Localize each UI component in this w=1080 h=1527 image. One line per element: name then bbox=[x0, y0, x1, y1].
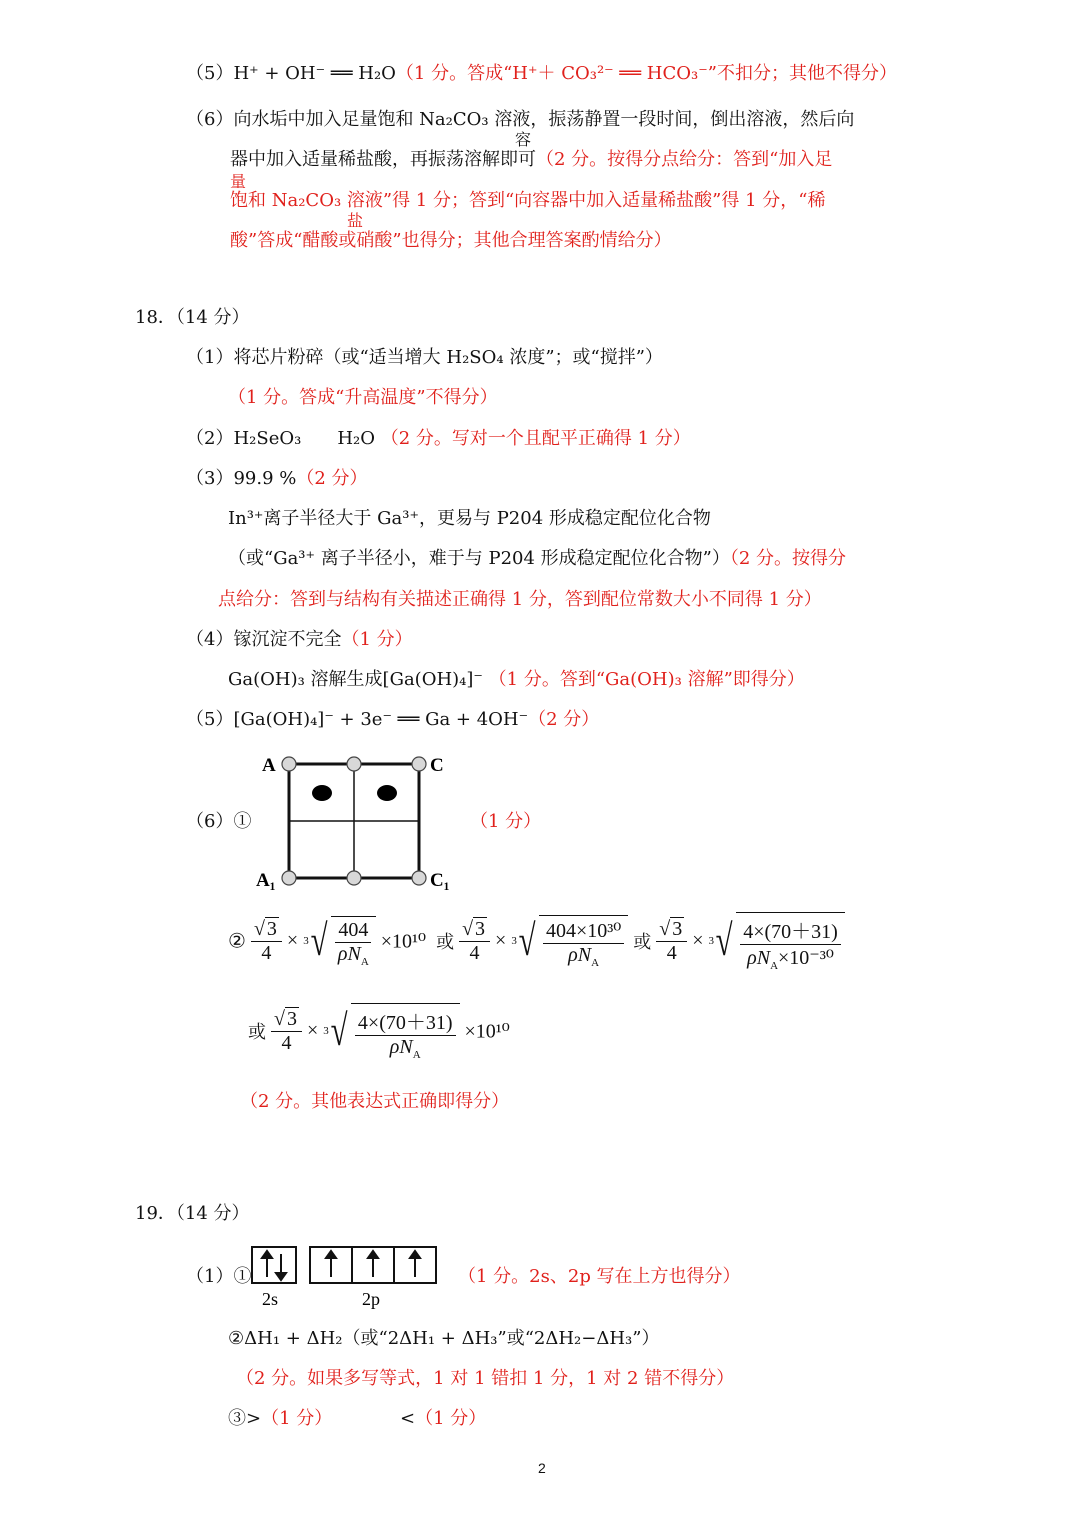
answer-text: ③> bbox=[228, 1408, 262, 1429]
scoring-note: （1 分） bbox=[261, 1408, 333, 1429]
scoring-note: （1 分。答到“Ga(OH)₃ 溶解”即得分） bbox=[488, 669, 805, 690]
scoring-note: （2 分） bbox=[528, 709, 600, 730]
atom-corner bbox=[412, 871, 426, 885]
part-label: （5） bbox=[186, 63, 234, 84]
scoring-note: （2 分。写对一个且配平正确得 1 分） bbox=[380, 428, 691, 449]
q18-expression-row1: ② $\frac{√ 3}{4}$ × 3 √ $\frac{404}{\rho N_A}$ ×10¹⁰ 或 $\frac{√ 3}{4}$ × 3 √ $\frac{\text{404×10³⁰}}{\rho N_A}$ 或 $\frac{√ 3}{4}$ × 3 √ $\frac{4\times(70+31)}{\rho N_A\times 10^{-30}}$ bbox=[228, 912, 845, 970]
cube-root: 3 √ $\frac{\text{404×10³⁰}}{\rho N_A}$ bbox=[511, 915, 628, 967]
q18-part1 bbox=[186, 346, 663, 370]
answer-text: 器中加入适量稀盐酸，再振荡溶解即可 bbox=[230, 149, 536, 170]
q17-overflow-char: 容 bbox=[515, 130, 532, 149]
answer-text: < bbox=[400, 1408, 416, 1429]
q17-overflow-char: 量 bbox=[230, 172, 247, 191]
label-A: A bbox=[262, 755, 276, 776]
answer-text: Ga(OH)₃ 溶解生成[Ga(OH)₄]⁻ bbox=[228, 669, 483, 690]
q18-part4 bbox=[186, 628, 413, 652]
scoring-note: （2 分） bbox=[296, 468, 368, 489]
answer-text: （或“Ga³⁺ 离子半径小，难于与 P204 形成稳定配位化合物”） bbox=[228, 548, 730, 569]
answer-text: H₂SeO₃ H₂O bbox=[233, 428, 375, 449]
scoring-note: （1 分） bbox=[415, 1408, 487, 1429]
part-label: （1） bbox=[186, 347, 234, 368]
fraction-sqrt3-over-4: $\frac{√ 3}{4}$ bbox=[251, 918, 282, 965]
orbital-diagram bbox=[250, 1245, 450, 1310]
equation: H⁺ + OH⁻ ══ H₂O bbox=[233, 63, 396, 84]
part-label: ② bbox=[228, 930, 246, 953]
crystal-cell-diagram bbox=[252, 750, 462, 895]
page-number: 2 bbox=[538, 1460, 546, 1476]
part-label: （3） bbox=[186, 468, 234, 489]
q18-part6-note1: （1 分） bbox=[470, 811, 542, 832]
atom-edge bbox=[347, 757, 361, 771]
q18-part3-line3 bbox=[228, 547, 846, 571]
cube-root: 3 √ $\frac{4\times(70+31)}{\rho N_A\times 10^{-30}}$ bbox=[709, 912, 845, 970]
q18-expression-row2: 或 $\frac{√ 3}{4}$ × 3 √ $\frac{4\times(70+31)}{\rho N_A}$ ×10¹⁰ bbox=[248, 1003, 510, 1059]
q18-part6-label: （6）① bbox=[186, 811, 252, 832]
atom-interior bbox=[377, 785, 397, 801]
part-label: （5） bbox=[186, 709, 234, 730]
answer-text: 镓沉淀不完全 bbox=[233, 629, 342, 650]
orbital-label-2p: 2p bbox=[362, 1289, 380, 1309]
part-label: （2） bbox=[186, 428, 234, 449]
q18-part3-line2: In³⁺离子半径大于 Ga³⁺，更易与 P204 形成稳定配位化合物 bbox=[228, 508, 711, 529]
orbital-box-2s bbox=[252, 1247, 296, 1283]
label-A1: A₁ bbox=[256, 870, 276, 891]
q17-overflow-char: 盐 bbox=[347, 211, 364, 230]
q19-part3b bbox=[400, 1407, 486, 1431]
part-label: （4） bbox=[186, 629, 234, 650]
equation: [Ga(OH)₄]⁻ + 3e⁻ ══ Ga + 4OH⁻ bbox=[233, 709, 529, 730]
q18-part2 bbox=[186, 427, 691, 451]
scoring-note: （2 分。按得分 bbox=[729, 548, 847, 569]
q17-part6-line2 bbox=[230, 148, 832, 172]
q19-part3 bbox=[228, 1407, 332, 1431]
atom-edge bbox=[347, 871, 361, 885]
scoring-note: （2 分。按得分点给分：答到“加入足 bbox=[536, 149, 833, 170]
q19-title: 19．（14 分） bbox=[135, 1203, 250, 1224]
part-label: （6） bbox=[186, 109, 234, 130]
scoring-note: （1 分。答成“H⁺＋ CO₃²⁻ ══ HCO₃⁻”不扣分；其他不得分） bbox=[395, 63, 897, 84]
q19-part2-note: （2 分。如果多写等式，1 对 1 错扣 1 分，1 对 2 错不得分） bbox=[236, 1368, 735, 1389]
cube-root: 3 √ $\frac{4\times(70+31)}{\rho N_A}$ bbox=[323, 1003, 459, 1059]
q19-part2: ②ΔH₁ + ΔH₂（或“2ΔH₁ + ΔH₃”或“2ΔH₂−ΔH₃”） bbox=[228, 1328, 660, 1349]
atom-corner bbox=[412, 757, 426, 771]
label-C1: C₁ bbox=[430, 870, 450, 891]
q19-part1-label: （1）① bbox=[186, 1266, 252, 1287]
atom-interior bbox=[312, 785, 332, 801]
answer-text: 99.9 % bbox=[233, 468, 297, 489]
q18-part6-note2: （2 分。其他表达式正确即得分） bbox=[240, 1091, 510, 1112]
q17-part6-line3: 饱和 Na₂CO₃ 溶液”得 1 分；答到“向容器中加入适量稀盐酸”得 1 分，“稀 bbox=[230, 190, 826, 211]
answer-text: 向水垢中加入足量饱和 Na₂CO₃ 溶液，振荡静置一段时间，倒出溶液，然后向 bbox=[233, 109, 855, 130]
q19-part1-note: （1 分。2s、2p 写在上方也得分） bbox=[458, 1266, 741, 1287]
q18-part4-line2 bbox=[228, 668, 805, 692]
answer-text: 将芯片粉碎（或“适当增大 H₂SO₄ 浓度”；或“搅拌”） bbox=[233, 347, 663, 368]
q17-part5 bbox=[186, 62, 897, 86]
scoring-note: （1 分） bbox=[341, 629, 413, 650]
q18-part1-note: （1 分。答成“升高温度”不得分） bbox=[228, 387, 498, 408]
atom-corner bbox=[282, 871, 296, 885]
label-C: C bbox=[430, 755, 444, 776]
orbital-label-2s: 2s bbox=[262, 1289, 279, 1309]
q18-part5 bbox=[186, 708, 599, 732]
q18-title: 18．（14 分） bbox=[135, 307, 250, 328]
q17-part6-line4: 酸”答成“醋酸或硝酸”也得分；其他合理答案酌情给分） bbox=[230, 230, 672, 251]
q18-part3-line4: 点给分：答到与结构有关描述正确得 1 分，答到配位常数大小不同得 1 分） bbox=[218, 589, 822, 610]
cube-root: 3 √ $\frac{404}{\rho N_A}$ bbox=[303, 916, 376, 966]
atom-corner bbox=[282, 757, 296, 771]
q18-part3 bbox=[186, 467, 368, 491]
